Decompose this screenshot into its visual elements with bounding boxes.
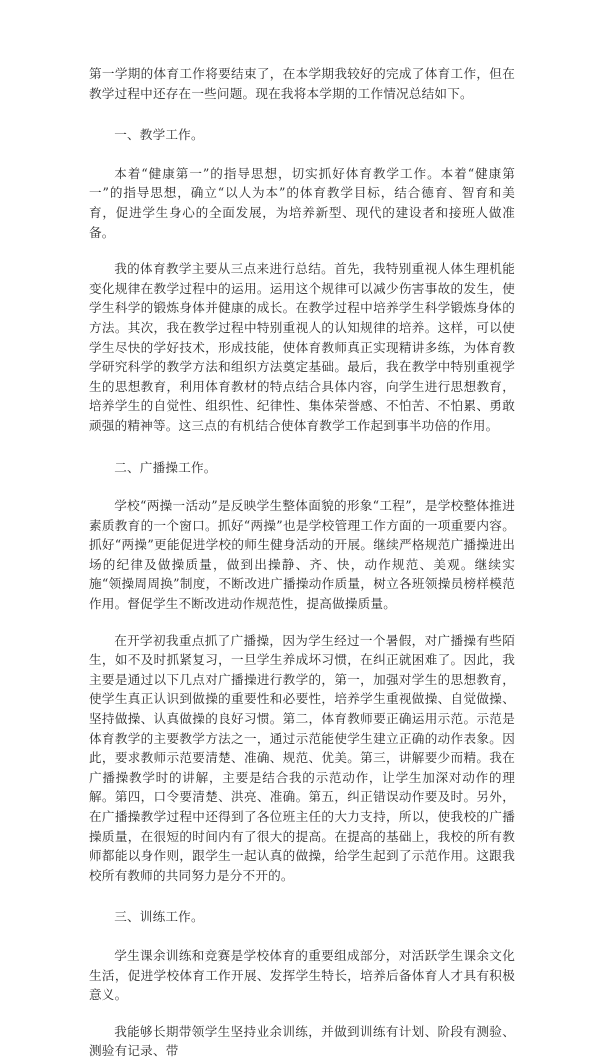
exercise-paragraph-2: 在开学初我重点抓了广播操，因为学生经过一个暑假，对广播操有些陌生，如不及时抓紧复习，一旦学生养成坏习惯，在纠正就困难了。因此，我主要是通过以下几点对广播操进行教学的，第一，加强对学生的思想教育，使学生真正认识到做操的重要性和必要性，培养学生重视做操、自觉做操、坚持做操、认真做操的良好习惯。第二，体育教师要正确运用示范。示范是体育教学的主要教学方法之一，通过示范能使学生建立正确的动作表象。因此，要求教师示范要清楚、准确、规范、优美。第三，讲解要少而精。我在广播操教学时的讲解，主要是结合我的示范动作，让学生加深对动作的理解。第四，口令要清楚、洪亮、准确。第五，纠正错误动作要及时。另外，在广播操教学过程中还得到了各位班主任的大力支持，所以，使我校的广播操质量，在很短的时间内有了很大的提高。在提高的基础上，我校的所有教师都能以身作则，跟学生一起认真的做操，给学生起到了示范作用。这跟我校所有教师的共同努力是分不开的。: [89, 632, 515, 883]
teaching-paragraph-2: 我的体育教学主要从三点来进行总结。首先，我特别重视人体生理机能变化规律在教学过程中的运用。运用这个规律可以减少伤害事故的发生，使学生科学的锻炼身体并健康的成长。在教学过程中培养学生科学锻炼身体的方法。其次，我在教学过程中特别重视人的认知规律的培养。这样，可以使学生尽快的学好技术，形成技能，使体育教师真正实现精讲多练，为体育教学研究科学的教学方法和组织方法奠定基础。最后，我在教学中特别重视学生的思想教育，利用体育教材的特点结合具体内容，向学生进行思想教育，培养学生的自觉性、组织性、纪律性、集体荣誉感、不怕苦、不怕累、勇敢顽强的精神等。这三点的有机结合使体育教学工作起到事半功倍的作用。: [89, 261, 515, 433]
document-page: [89, 64, 515, 1061]
training-paragraph-2: 我能够长期带领学生坚持业余训练，并做到训练有计划、阶段有测验、测验有记录、带: [89, 1023, 515, 1059]
training-paragraph-1: 学生课余训练和竞赛是学校体育的重要组成部分，对活跃学生课余文化生活，促进学校体育工作开展、发挥学生特长，培养后备体育人才具有积极意义。: [89, 947, 515, 1003]
section-heading-teaching: 一、教学工作。: [114, 127, 204, 143]
teaching-paragraph-1: 本着“健康第一”的指导思想，切实抓好体育教学工作。本着“健康第一”的指导思想，确立“以人为本”的体育教学目标，结合德育、智育和美育，促进学生身心的全面发展，为培养新型、现代的建设者和接班人做准备。: [89, 165, 515, 240]
intro-paragraph: 第一学期的体育工作将要结束了，在本学期我较好的完成了体育工作，但在教学过程中还存在一些问题。现在我将本学期的工作情况总结如下。: [89, 66, 515, 101]
section-heading-exercise: 二、广播操工作。: [114, 459, 217, 475]
section-heading-training: 三、训练工作。: [114, 909, 204, 925]
exercise-paragraph-1: 学校“两操一活动”是反映学生整体面貌的形象“工程”，是学校整体推进素质教育的一个窗口。抓好“两操”也是学校管理工作方面的一项重要内容。抓好“两操”更能促进学校的师生健身活动的开展。继续严格规范广播操进出场的纪律及做操质量，做到出操静、齐、快，动作规范、美观。继续实施“领操周周换”制度，不断改进广播操动作质量，树立各班领操员榜样模范作用。督促学生不断改进动作规范性，提高做操质量。: [89, 498, 515, 612]
